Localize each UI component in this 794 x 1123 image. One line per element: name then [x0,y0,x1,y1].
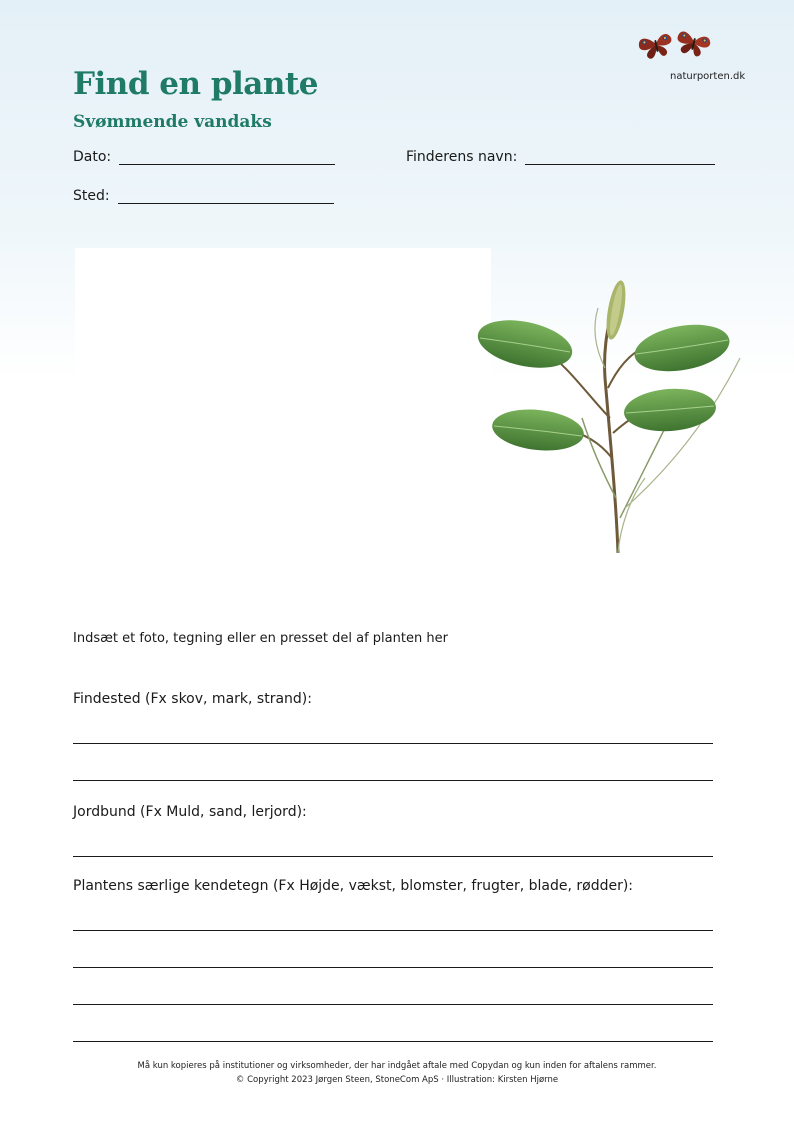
kendetegn-label: Plantens særlige kendetegn (Fx Højde, vækst, blomster, frugter, blade, rødder): [73,878,634,894]
kendetegn-line-2[interactable] [73,967,713,968]
jordbund-line-1[interactable] [73,856,713,857]
place-label: Sted: [73,188,110,204]
kendetegn-line-3[interactable] [73,1004,713,1005]
photo-insert-area[interactable] [75,248,491,578]
footer-copyright: © Copyright 2023 Jørgen Steen, StoneCom ApS · Illustration: Kirsten Hjørne [235,1075,559,1085]
place-line[interactable] [118,189,334,204]
plant-name-subtitle: Svømmende vandaks [73,112,272,132]
findested-line-2[interactable] [73,780,713,781]
jordbund-label: Jordbund (Fx Muld, sand, lerjord): [73,804,307,820]
date-field[interactable] [73,149,335,165]
photo-caption: Indsæt et foto, tegning eller en presset del af planten her [73,631,448,646]
butterflies-icon [636,26,716,60]
brand-name: naturporten.dk [670,71,746,82]
place-field[interactable] [73,188,334,204]
date-label: Dato: [73,149,112,165]
finder-name-label: Finderens navn: [406,149,518,165]
date-line[interactable] [119,150,335,165]
findested-label: Findested (Fx skov, mark, strand): [73,691,312,707]
pondweed-plant-illustration [470,268,760,573]
kendetegn-line-4[interactable] [73,1041,713,1042]
page-title: Find en plante [73,66,318,102]
findested-line-1[interactable] [73,743,713,744]
footer-license: Må kun kopieres på institutioner og virksomheder, der har indgået aftale med Copydan og kun inden for aftalens rammer. [137,1061,657,1071]
finder-name-field[interactable] [406,149,715,165]
kendetegn-line-1[interactable] [73,930,713,931]
finder-name-line[interactable] [525,150,715,165]
